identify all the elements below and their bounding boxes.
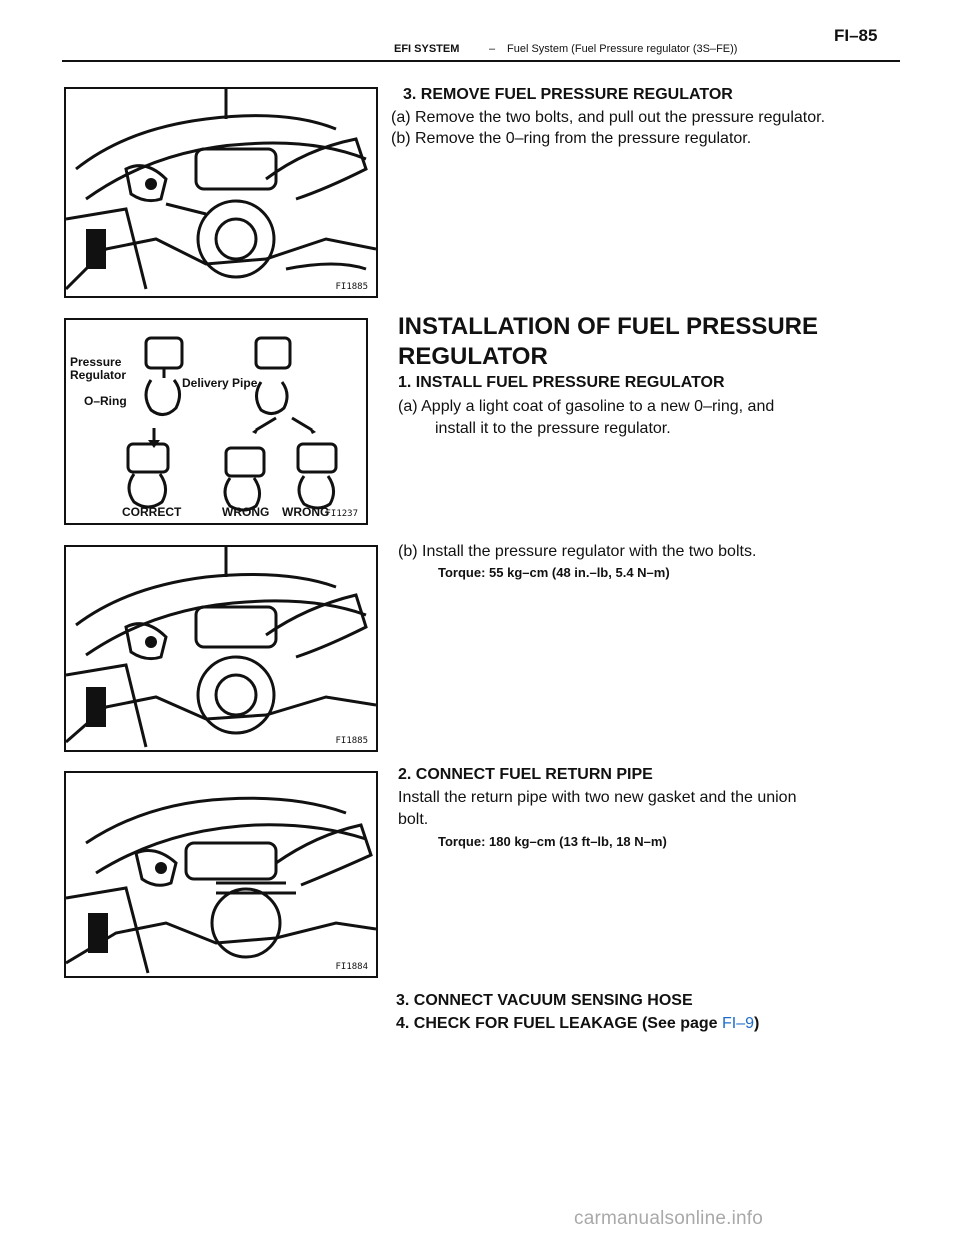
remove-step-b: (b) Remove the 0–ring from the pressure regulator. — [391, 130, 752, 147]
check-leakage-text: 4. CHECK FOR FUEL LEAKAGE (See page — [396, 1015, 722, 1032]
install-step-b: (b) Install the pressure regulator with the two bolts. — [398, 543, 757, 560]
figure-code: FI1885 — [335, 736, 368, 746]
figure-return-pipe — [64, 771, 378, 978]
label-regulator: Regulator — [70, 368, 127, 382]
return-pipe-line1: Install the return pipe with two new gasket and the union — [398, 789, 797, 806]
step-connect-vacuum-hose: 3. CONNECT VACUUM SENSING HOSE — [396, 992, 693, 1009]
label-wrong-2: WRONG — [282, 505, 330, 519]
torque-spec-bolts: Torque: 55 kg–cm (48 in.–lb, 5.4 N–m) — [438, 565, 670, 580]
figure-remove-regulator — [64, 87, 378, 298]
header-separator: – — [489, 43, 496, 55]
install-step-a-line1: (a) Apply a light coat of gasoline to a new 0–ring, and — [398, 398, 775, 415]
check-leakage-suffix: ) — [754, 1015, 760, 1032]
engine-illustration-2 — [66, 547, 376, 750]
figure-code: FI1884 — [335, 962, 368, 972]
step-check-leakage — [396, 1014, 759, 1034]
o-ring-diagram — [66, 320, 366, 523]
header-subtitle: Fuel System (Fuel Pressure regulator (3S–FE)) — [507, 43, 738, 55]
engine-illustration-3 — [66, 773, 376, 976]
figure-code: FI1885 — [335, 282, 368, 292]
install-step-a-line2: install it to the pressure regulator. — [435, 420, 671, 437]
remove-step-a: (a) Remove the two bolts, and pull out the pressure regulator. — [391, 109, 826, 126]
label-wrong-1: WRONG — [222, 505, 270, 519]
label-delivery-pipe: Delivery Pipe — [182, 376, 258, 390]
watermark: carmanualsonline.info — [574, 1208, 764, 1229]
installation-title-line2: REGULATOR — [398, 343, 548, 370]
label-o-ring: O–Ring — [84, 394, 127, 408]
header-rule — [62, 60, 900, 62]
step-remove-regulator: 3. REMOVE FUEL PRESSURE REGULATOR — [403, 86, 733, 103]
figure-install-bolts — [64, 545, 378, 752]
page-link-fi-9[interactable]: FI–9 — [721, 1015, 754, 1032]
label-pressure: Pressure — [70, 355, 122, 369]
return-pipe-line2: bolt. — [398, 811, 429, 828]
engine-illustration-1 — [66, 89, 376, 296]
step-install-regulator: 1. INSTALL FUEL PRESSURE REGULATOR — [398, 374, 725, 391]
torque-spec-union-bolt: Torque: 180 kg–cm (13 ft–lb, 18 N–m) — [438, 834, 667, 849]
page-number: FI–85 — [834, 26, 878, 45]
installation-title-line1: INSTALLATION OF FUEL PRESSURE — [398, 313, 819, 340]
label-correct: CORRECT — [122, 505, 182, 519]
step-connect-return-pipe: 2. CONNECT FUEL RETURN PIPE — [398, 766, 653, 783]
header-section: EFI SYSTEM — [394, 43, 460, 55]
figure-o-ring-installation — [64, 318, 368, 525]
figure-code: FI1237 — [325, 509, 358, 519]
